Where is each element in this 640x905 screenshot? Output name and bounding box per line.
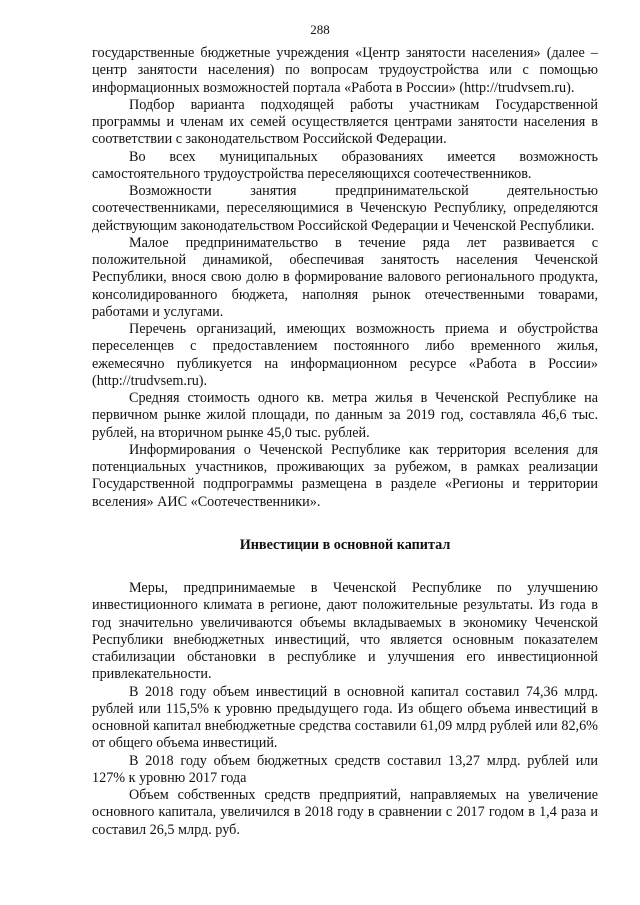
paragraph-group-before [92, 45, 598, 511]
paragraph: государственные бюджетные учреждения «Центр занятости населения» (далее – центр занятости населения) по вопросам трудоустройства или с помощью информационных возможностей портала «Работа в России» (http://trudvsem.ru). [92, 45, 598, 96]
paragraph: В 2018 году объем бюджетных средств составил 13,27 млрд. рублей или 127% к уровню 2017 года [92, 752, 598, 786]
paragraph: Малое предпринимательство в течение ряда лет развивается с положительной динамикой, обеспечивая занятость населения Чеченской Республики, внося свою долю в формирование валового регионального продукта, консолидированного бюджета, наполняя рынок отечественными товарами, работами и услугами. [92, 234, 598, 320]
paragraph: Объем собственных средств предприятий, направляемых на увеличение основного капитала, увеличился в 2018 году в сравнении с 2017 годом в 1,4 раза и составил 26,5 млрд. руб. [92, 787, 598, 838]
section-title: Инвестиции в основной капитал [239, 536, 451, 553]
paragraph: Во всех муниципальных образованиях имеется возможность самостоятельного трудоустройства переселяющихся соотечественников. [92, 148, 598, 182]
paragraph: Подбор варианта подходящей работы участникам Государственной программы и членам их семей осуществляется центрами занятости населения в соответствии с законодательством Российской Федерации. [92, 96, 598, 148]
paragraph: Информирования о Чеченской Республике как территория вселения для потенциальных участников, проживающих за рубежом, в рамках реализации Государственной подпрограммы размещена в разделе «Регионы и территории вселения» АИС «Соотечественники». [92, 441, 598, 510]
paragraph: В 2018 году объем инвестиций в основной капитал составил 74,36 млрд. рублей или 115,5% к уровню предыдущего года. Из общего объема инвестиций в основной капитал внебюджетные средства составили 61,09 млрд рублей или 82,6% от общего объема инвестиций. [92, 683, 598, 752]
page-number: 288 [310, 22, 330, 37]
paragraph: Меры, предпринимаемые в Чеченской Республике по улучшению инвестиционного климата в регионе, дают положительные результаты. Из года в год значительно увеличиваются объемы вкладываемых в экономику Чеченской Республики внебюджетных инвестиций, что является основным показателем стабилизации обстановки в республике и улучшения его инвестиционной привлекательности. [92, 580, 598, 683]
paragraph: Перечень организаций, имеющих возможность приема и обустройства переселенцев с предоставлением постоянного либо временного жилья, ежемесячно публикуется на информационном ресурсе «Работа в России» (http://trudvsem.ru). [92, 321, 598, 389]
page-content [92, 45, 598, 839]
paragraph: Возможности занятия предпринимательской деятельностью соотечественниками, переселяющимися в Чеченскую Республику, определяются действующим законодательством Российской Федерации и Чеченской Республики. [92, 183, 598, 234]
paragraph: Средняя стоимость одного кв. метра жилья в Чеченской Республике на первичном рынке жилой площади, по данным за 2019 год, составляла 46,6 тыс. рублей, на вторичном рынке 45,0 тыс. рублей. [92, 390, 598, 441]
paragraph-group-after [92, 580, 598, 839]
